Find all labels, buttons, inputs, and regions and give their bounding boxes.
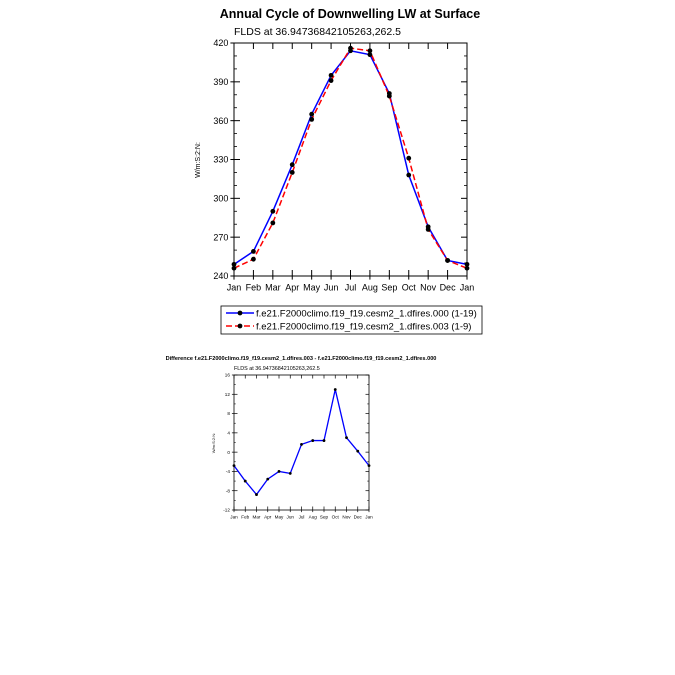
legend-label-0: f.e21.F2000climo.f19_f19.cesm2_1.dfires.000 (1-19) <box>256 308 477 320</box>
y-tick-label: 360 <box>213 115 229 126</box>
series-0-point <box>289 472 292 475</box>
x-tick-label: Apr <box>264 514 272 520</box>
series-0-point <box>368 464 371 467</box>
legend-marker-1 <box>238 324 243 329</box>
chart1-title: Annual Cycle of Downwelling LW at Surface <box>219 7 481 21</box>
x-tick-label: Jul <box>298 514 305 520</box>
x-tick-label: Sep <box>381 282 398 293</box>
y-tick-label: 4 <box>227 430 230 436</box>
x-tick-label: Jan <box>365 514 373 520</box>
x-tick-label: Jun <box>323 282 339 293</box>
series-1-point <box>445 258 450 263</box>
chart2-ylabel: W/m:S:2:N: <box>211 432 216 454</box>
y-tick-label: 390 <box>213 76 229 87</box>
x-tick-label: Feb <box>241 514 250 520</box>
y-tick-label: -8 <box>225 488 230 494</box>
series-1-point <box>387 94 392 99</box>
series-line-1 <box>234 48 467 268</box>
x-tick-label: May <box>303 282 321 293</box>
x-tick-label: May <box>274 514 284 520</box>
y-tick-label: 240 <box>213 271 229 282</box>
series-1-point <box>309 117 314 122</box>
x-tick-label: Oct <box>401 282 416 293</box>
series-1-point <box>368 48 373 53</box>
series-0-point <box>406 173 411 178</box>
series-0-point <box>356 450 359 453</box>
series-line-0 <box>234 389 369 494</box>
series-0-point <box>329 73 334 78</box>
series-0-point <box>334 388 337 391</box>
series-1-point <box>290 170 295 175</box>
series-0-point <box>290 162 295 167</box>
x-tick-label: Jul <box>344 282 357 293</box>
chart1-ylabel: W/m:S:2:N: <box>195 142 202 178</box>
series-0-point <box>311 439 314 442</box>
series-0-point <box>345 436 348 439</box>
x-tick-label: Nov <box>342 514 351 520</box>
legend-label-1: f.e21.F2000climo.f19_f19.cesm2_1.dfires.003 (1-9) <box>256 321 472 333</box>
series-0-point <box>266 478 269 481</box>
series-1-point <box>329 78 334 83</box>
difference-chart <box>166 356 437 520</box>
y-tick-label: 0 <box>227 449 230 455</box>
series-line-0 <box>234 51 467 265</box>
x-tick-label: Apr <box>285 282 300 293</box>
x-tick-label: Jan <box>226 282 242 293</box>
series-1-point <box>465 266 470 271</box>
series-0-point <box>270 209 275 214</box>
x-tick-label: Dec <box>439 282 456 293</box>
series-1-point <box>348 46 353 51</box>
series-0-point <box>233 464 236 467</box>
y-tick-label: 12 <box>224 391 230 397</box>
series-0-point <box>278 470 281 473</box>
y-tick-label: 8 <box>227 411 230 417</box>
y-tick-label: 16 <box>224 372 230 378</box>
x-tick-label: Jun <box>286 514 294 520</box>
chart1-subtitle: FLDS at 36.94736842105263,262.5 <box>234 26 401 38</box>
y-tick-label: 330 <box>213 154 229 165</box>
x-tick-label: Aug <box>308 514 317 520</box>
y-tick-label: -12 <box>223 507 230 513</box>
annual-cycle-chart <box>195 7 482 334</box>
y-tick-label: 270 <box>213 232 229 243</box>
y-tick-label: -4 <box>225 469 230 475</box>
x-tick-label: Jan <box>230 514 238 520</box>
chart2-subtitle: FLDS at 36.94736842105263,262.5 <box>234 366 320 372</box>
y-tick-label: 420 <box>213 38 229 49</box>
y-tick-label: 300 <box>213 193 229 204</box>
series-1-point <box>232 266 237 271</box>
chart2-title: Difference f.e21.F2000climo.f19_f19.cesm2_1.dfires.003 - f.e21.F2000climo.f19_f19.cesm2_1.dfires.000 <box>165 356 437 362</box>
chart1-plot-frame <box>234 43 467 276</box>
legend-marker-0 <box>238 311 243 316</box>
series-0-point <box>323 439 326 442</box>
x-tick-label: Jan <box>459 282 475 293</box>
series-0-point <box>251 249 256 254</box>
series-0-point <box>309 112 314 117</box>
chart2-plot-frame <box>234 375 369 510</box>
x-tick-label: Mar <box>252 514 261 520</box>
x-tick-label: Nov <box>420 282 437 293</box>
series-1-point <box>426 227 431 232</box>
series-1-point <box>406 156 411 161</box>
series-0-point <box>244 480 247 483</box>
x-tick-label: Oct <box>331 514 339 520</box>
series-1-point <box>270 221 275 226</box>
x-tick-label: Dec <box>353 514 362 520</box>
series-0-point <box>300 443 303 446</box>
series-0-point <box>255 493 258 496</box>
x-tick-label: Mar <box>265 282 281 293</box>
series-1-point <box>251 257 256 262</box>
x-tick-label: Sep <box>319 514 329 520</box>
chart1-legend <box>221 306 482 334</box>
x-tick-label: Aug <box>361 282 378 293</box>
x-tick-label: Feb <box>245 282 262 293</box>
